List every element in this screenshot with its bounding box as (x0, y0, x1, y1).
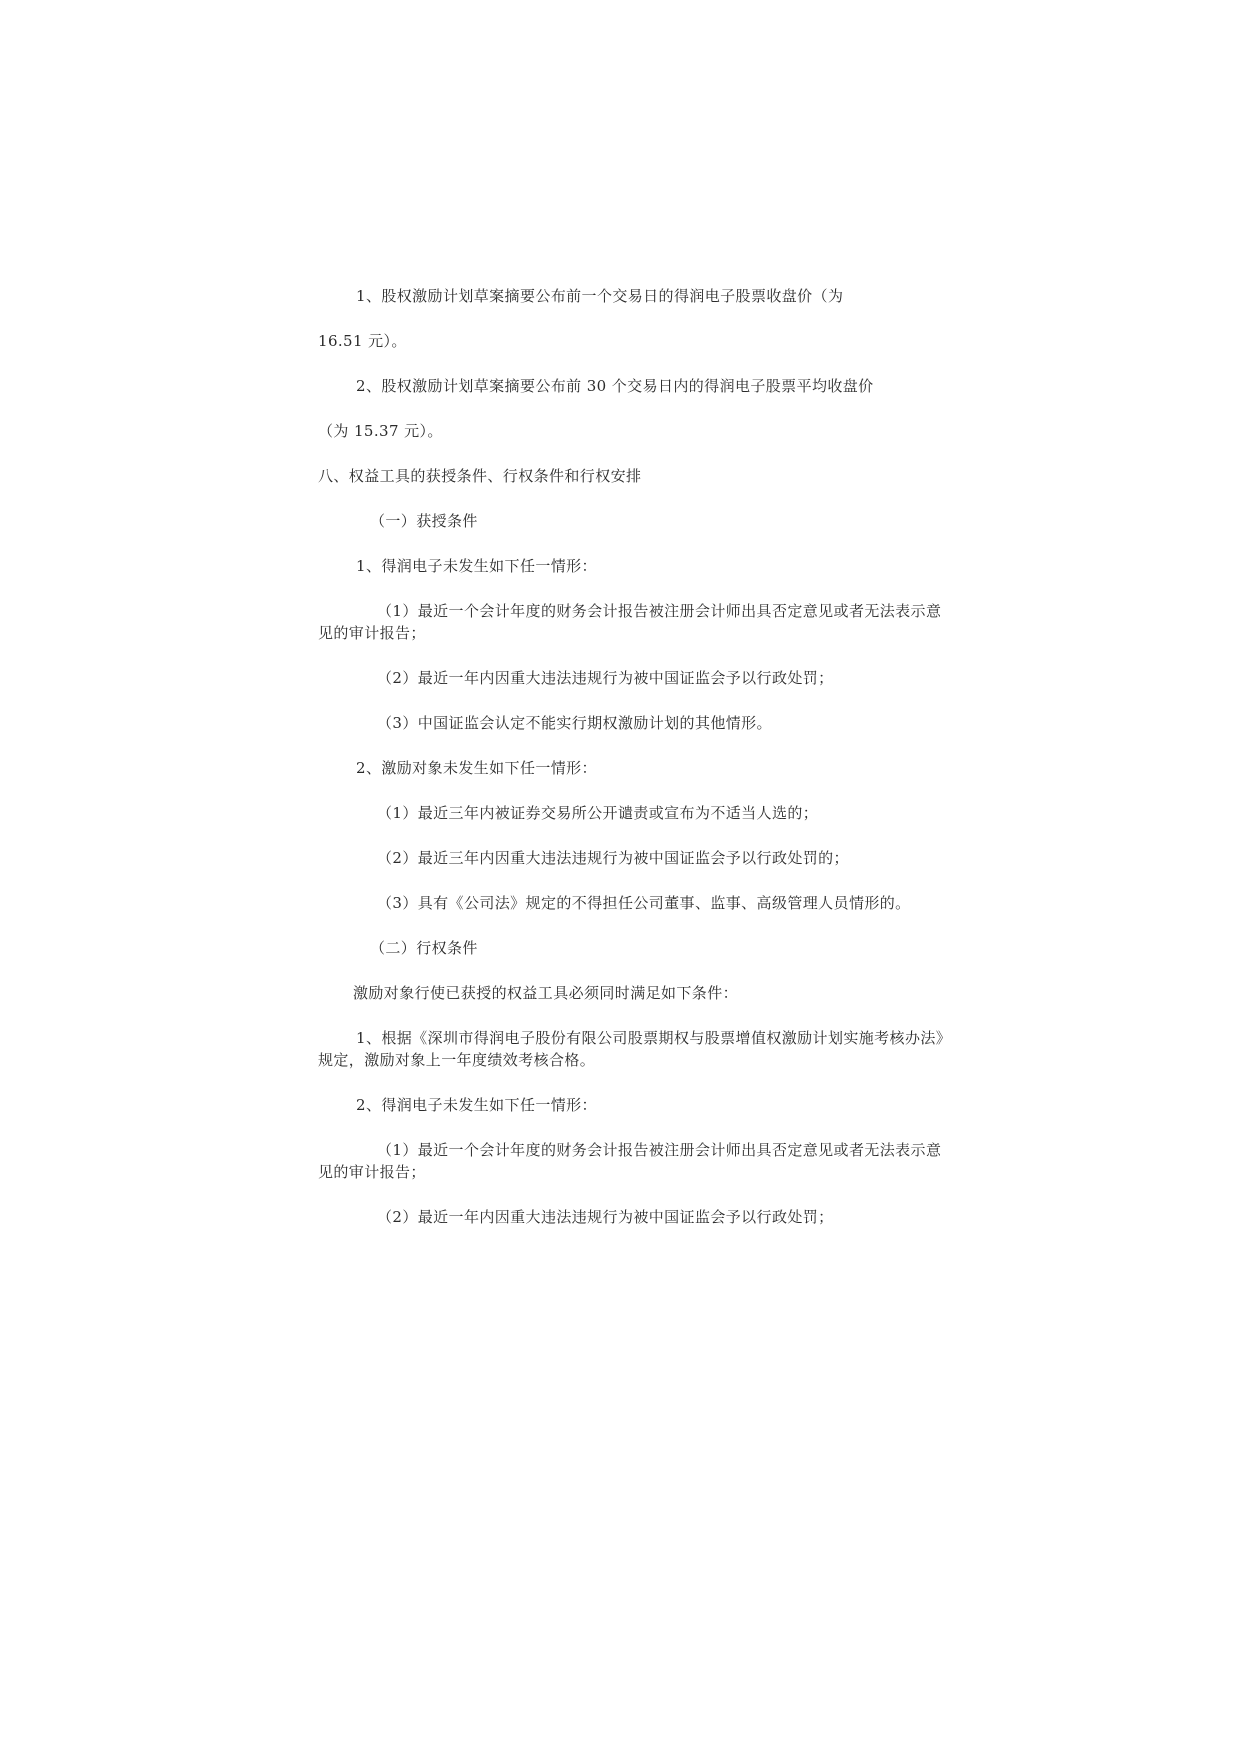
text-line: （3）中国证监会认定不能实行期权激励计划的其他情形。 (377, 714, 772, 732)
text-line: （2）最近一年内因重大违法违规行为被中国证监会予以行政处罚； (377, 1208, 834, 1226)
text-line: （1）最近一个会计年度的财务会计报告被注册会计师出具否定意见或者无法表示意 (377, 602, 942, 620)
text-line: 见的审计报告； (318, 624, 426, 642)
text-line: 1、根据《深圳市得润电子股份有限公司股票期权与股票增值权激励计划实施考核办法》 (356, 1029, 952, 1047)
text-line: （3）具有《公司法》规定的不得担任公司董事、监事、高级管理人员情形的。 (377, 894, 911, 912)
subsection-heading: （一）获授条件 (370, 512, 478, 530)
text-line: （2）最近一年内因重大违法违规行为被中国证监会予以行政处罚； (377, 669, 834, 687)
text-line: （为 15.37 元）。 (318, 422, 443, 440)
text-line: 2、激励对象未发生如下任一情形： (356, 759, 597, 777)
text-line: （2）最近三年内因重大违法违规行为被中国证监会予以行政处罚的； (377, 849, 849, 867)
text-line: 2、股权激励计划草案摘要公布前 30 个交易日内的得润电子股票平均收盘价 (356, 377, 874, 395)
text-line: 见的审计报告； (318, 1163, 426, 1181)
text-line: （1）最近三年内被证券交易所公开谴责或宣布为不适当人选的； (377, 804, 819, 822)
text-line: 规定，激励对象上一年度绩效考核合格。 (318, 1051, 596, 1069)
text-line: 2、得润电子未发生如下任一情形： (356, 1096, 597, 1114)
section-heading: 八、权益工具的获授条件、行权条件和行权安排 (318, 467, 642, 485)
text-line: 1、得润电子未发生如下任一情形： (356, 557, 597, 575)
text-line: 1、股权激励计划草案摘要公布前一个交易日的得润电子股票收盘价（为 (356, 287, 844, 305)
subsection-heading: （二）行权条件 (370, 939, 478, 957)
text-line: 激励对象行使已获授的权益工具必须同时满足如下条件： (353, 984, 739, 1002)
text-line: （1）最近一个会计年度的财务会计报告被注册会计师出具否定意见或者无法表示意 (377, 1141, 942, 1159)
text-line: 16.51 元）。 (318, 332, 407, 350)
